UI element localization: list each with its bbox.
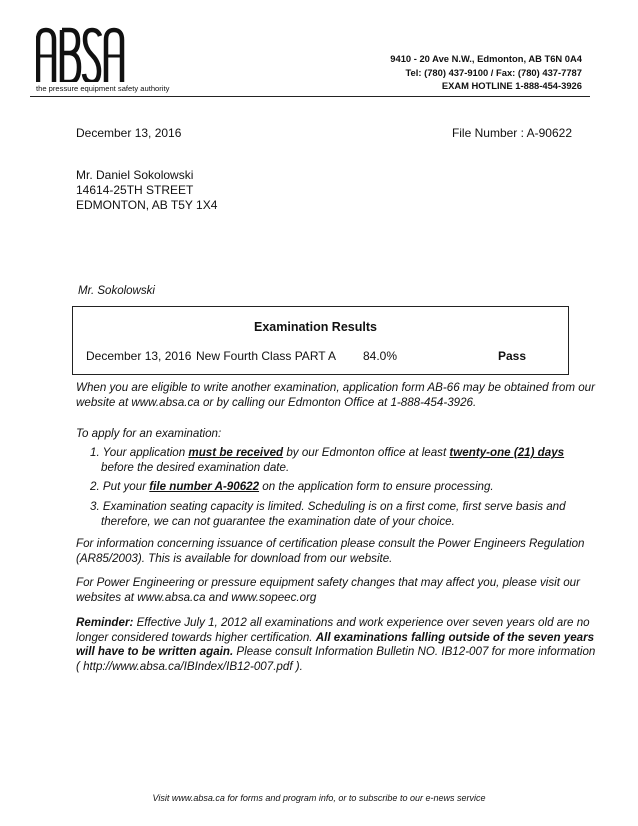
file-number: File Number : A-90622 [451,126,572,140]
exam-hotline: EXAM HOTLINE 1-888-454-3926 [441,80,582,91]
reminder-paragraph: Reminder: Effective July 1, 2012 all examinations and work experience over seven years old are no longer considered towards higher certification. All examinations falling outside of the seven years will have to be written again. Please consult Information Bulletin NO. IB12-007 for more information ( http://www.absa.ca/IBIndex/IB12-007.pdf ). [76,616,596,673]
reminder-bold: All examinations falling outside of the seven years will have to be written again. [76,630,595,658]
recipient-city: EDMONTON, AB T5Y 1X4 [76,198,218,212]
apply-step-3: 3. Examination seating capacity is limited. Scheduling is on a first come, first serve basis and therefore, we can not guarantee the examination date of your choice. [90,500,566,528]
recipient-street: 14614-25TH STREET [76,183,194,197]
eligibility-paragraph: When you are eligible to write another examination, application form AB-66 may be obtained from our website at www.absa.ca or by calling our Edmonton Office at 1-888-454-3926. [76,381,595,409]
footer-note: Visit www.absa.ca for forms and program info, or to subscribe to our e-news service [152,793,486,803]
results-box [72,306,569,375]
result-date: December 13, 2016 [86,349,192,363]
changes-paragraph: For Power Engineering or pressure equipment safety changes that may affect you, please visit our websites at www.absa.ca and www.sopeec.org [76,576,580,604]
salutation: Mr. Sokolowski [78,285,155,297]
logo-tagline: the pressure equipment safety authority [36,84,170,93]
result-score: 84.0% [363,349,398,363]
certification-paragraph: For information concerning issuance of certification please consult the Power Engineers Regulation (AR85/2003). This is available for download from our website. [76,537,585,565]
result-subject: New Fourth Class PART A [196,349,337,363]
letter-date: December 13, 2016 [76,126,182,140]
absa-logo [36,26,126,82]
results-title: Examination Results [254,320,377,334]
result-status: Pass [498,349,527,363]
recipient-name: Mr. Daniel Sokolowski [76,168,194,182]
reminder-label: Reminder: [76,616,134,629]
phone-line: Tel: (780) 437-9100 / Fax: (780) 437-7787 [405,66,582,78]
address-line: 9410 - 20 Ave N.W., Edmonton, AB T6N 0A4 [390,53,582,64]
recipient-address [76,168,217,213]
apply-step-1: 1. Your application must be received by our Edmonton office at least twenty-one (21) days before the desired examination date. [90,446,565,474]
apply-step-2: 2. Put your file number A-90622 on the application form to ensure processing. [90,480,494,493]
file-number-emphasis: file number A-90622 [149,480,260,493]
contact-block [390,52,582,93]
twenty-one-days-emphasis: twenty-one (21) days [449,446,565,459]
header-divider [30,96,590,97]
apply-intro: To apply for an examination: [76,427,222,440]
must-be-received-emphasis: must be received [188,446,284,459]
